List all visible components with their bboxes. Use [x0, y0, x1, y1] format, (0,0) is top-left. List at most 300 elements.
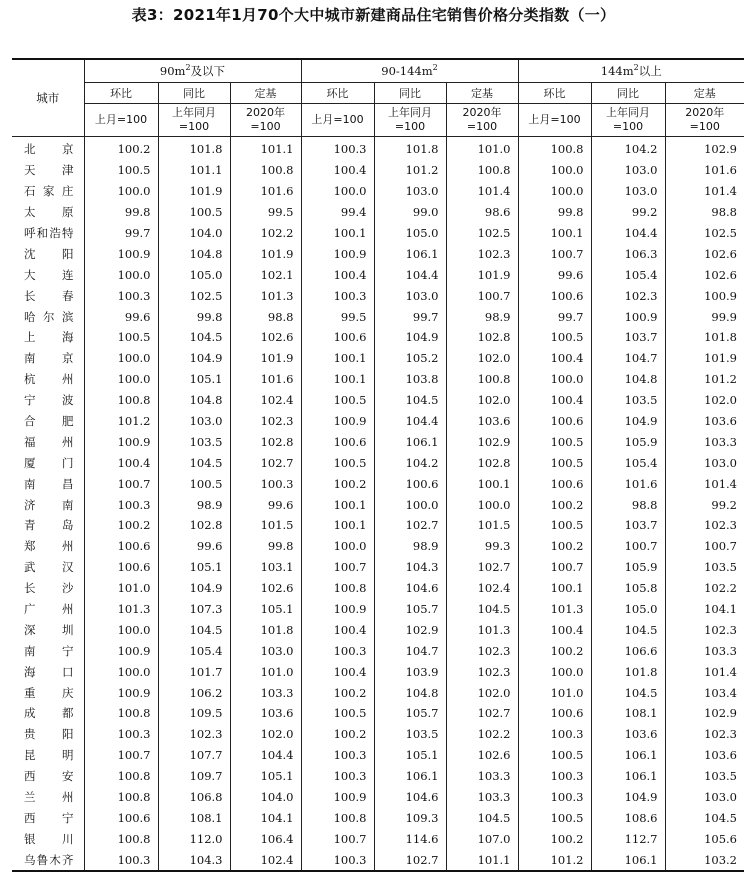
- index-value: 100.8: [446, 160, 518, 181]
- index-value: 99.7: [374, 306, 446, 327]
- index-value: 106.1: [591, 745, 665, 766]
- index-value: 99.2: [665, 494, 744, 515]
- index-value: 100.5: [518, 745, 591, 766]
- index-value: 100.6: [84, 808, 158, 829]
- index-value: 101.6: [230, 181, 301, 202]
- index-value: 112.7: [591, 828, 665, 849]
- base-header-fixed-base: 2020年 =100: [230, 104, 301, 137]
- index-value: 101.8: [158, 137, 230, 160]
- index-value: 101.2: [518, 849, 591, 871]
- index-value: 104.6: [374, 787, 446, 808]
- index-value: 101.0: [230, 661, 301, 682]
- table-header: [12, 59, 744, 137]
- table-row: [12, 137, 744, 160]
- index-value: 101.8: [230, 619, 301, 640]
- index-value: 103.3: [665, 640, 744, 661]
- index-value: 100.9: [301, 411, 374, 432]
- index-value: 102.5: [665, 223, 744, 244]
- city-name: 太原: [24, 205, 74, 220]
- city-name: 昆明: [24, 748, 74, 763]
- index-value: 103.3: [446, 766, 518, 787]
- index-value: 99.6: [518, 264, 591, 285]
- table-row: [12, 431, 744, 452]
- index-value: 100.3: [84, 849, 158, 871]
- index-value: 100.0: [84, 661, 158, 682]
- index-value: 102.0: [230, 724, 301, 745]
- index-value: 100.3: [518, 766, 591, 787]
- index-value: 104.7: [374, 640, 446, 661]
- index-value: 105.0: [158, 264, 230, 285]
- index-value: 102.6: [230, 578, 301, 599]
- table-title: 表3：2021年1月70个大中城市新建商品住宅销售价格分类指数（一）: [131, 6, 616, 24]
- index-value: 102.3: [158, 724, 230, 745]
- index-value: 100.6: [84, 536, 158, 557]
- index-value: 100.5: [158, 473, 230, 494]
- city-name: 天津: [24, 163, 74, 178]
- index-value: 99.8: [84, 202, 158, 223]
- index-value: 100.2: [84, 515, 158, 536]
- index-value: 100.0: [518, 181, 591, 202]
- city-name: 南宁: [24, 643, 74, 658]
- index-value: 102.3: [665, 619, 744, 640]
- index-value: 104.9: [158, 348, 230, 369]
- index-value: 106.2: [158, 682, 230, 703]
- index-value: 100.0: [518, 160, 591, 181]
- index-value: 100.8: [446, 369, 518, 390]
- index-value: 107.7: [158, 745, 230, 766]
- index-value: 103.6: [591, 724, 665, 745]
- index-value: 104.5: [591, 619, 665, 640]
- city-name: 成都: [24, 706, 74, 721]
- index-value: 102.3: [665, 515, 744, 536]
- index-value: 102.6: [665, 243, 744, 264]
- index-value: 101.9: [446, 264, 518, 285]
- index-value: 104.0: [158, 223, 230, 244]
- table-row: [12, 202, 744, 223]
- index-value: 100.7: [446, 285, 518, 306]
- index-value: 101.6: [591, 473, 665, 494]
- table-row: [12, 640, 744, 661]
- index-value: 101.0: [84, 578, 158, 599]
- index-value: 108.1: [158, 808, 230, 829]
- index-value: 100.6: [301, 431, 374, 452]
- index-value: 100.2: [84, 137, 158, 160]
- index-value: 101.3: [518, 599, 591, 620]
- index-value: 107.3: [158, 599, 230, 620]
- index-value: 102.5: [446, 223, 518, 244]
- table-row: [12, 557, 744, 578]
- index-value: 100.9: [84, 640, 158, 661]
- index-value: 99.8: [158, 306, 230, 327]
- index-value: 100.5: [518, 452, 591, 473]
- index-value: 98.9: [374, 536, 446, 557]
- group-header-90-below: $90m^2$及以下: [84, 59, 301, 83]
- city-name: 青岛: [24, 518, 74, 533]
- index-value: 105.6: [665, 828, 744, 849]
- table-row: [12, 599, 744, 620]
- city-name: 西宁: [24, 810, 74, 825]
- index-value: 104.9: [158, 578, 230, 599]
- index-value: 100.4: [301, 264, 374, 285]
- index-value: 100.3: [518, 787, 591, 808]
- table-row: [12, 264, 744, 285]
- index-value: 99.6: [84, 306, 158, 327]
- index-value: 100.1: [301, 369, 374, 390]
- index-value: 102.3: [665, 724, 744, 745]
- index-value: 100.4: [84, 452, 158, 473]
- table-row: [12, 849, 744, 871]
- subheader-yoy: 同比: [374, 83, 446, 104]
- index-value: 102.8: [446, 327, 518, 348]
- index-value: 106.8: [158, 787, 230, 808]
- index-value: 100.2: [301, 473, 374, 494]
- table-row: [12, 494, 744, 515]
- index-value: 101.9: [230, 348, 301, 369]
- index-value: 100.5: [84, 160, 158, 181]
- index-value: 100.3: [84, 724, 158, 745]
- base-header-mom: 上月=100: [518, 104, 591, 137]
- index-value: 101.3: [84, 599, 158, 620]
- city-name: 沈阳: [24, 246, 74, 261]
- index-value: 103.5: [374, 724, 446, 745]
- index-value: 98.8: [230, 306, 301, 327]
- city-name: 郑州: [24, 539, 74, 554]
- index-value: 103.4: [665, 682, 744, 703]
- index-value: 99.5: [301, 306, 374, 327]
- index-value: 105.7: [374, 599, 446, 620]
- index-value: 106.1: [374, 431, 446, 452]
- index-value: 105.4: [591, 264, 665, 285]
- index-value: 100.7: [301, 828, 374, 849]
- index-value: 114.6: [374, 828, 446, 849]
- index-value: 100.3: [301, 849, 374, 871]
- table-row: [12, 724, 744, 745]
- index-value: 105.1: [158, 557, 230, 578]
- index-value: 103.3: [665, 431, 744, 452]
- table-row: [12, 243, 744, 264]
- index-value: 102.7: [230, 452, 301, 473]
- index-value: 100.0: [374, 494, 446, 515]
- index-value: 104.5: [158, 327, 230, 348]
- index-value: 103.3: [446, 787, 518, 808]
- base-header-yoy: 上年同月 =100: [591, 104, 665, 137]
- table-row: [12, 578, 744, 599]
- index-value: 98.8: [591, 494, 665, 515]
- index-value: 112.0: [158, 828, 230, 849]
- index-value: 101.2: [84, 411, 158, 432]
- index-value: 101.6: [665, 160, 744, 181]
- index-value: 100.7: [84, 473, 158, 494]
- index-value: 102.7: [446, 703, 518, 724]
- index-value: 105.1: [374, 745, 446, 766]
- city-name: 厦门: [24, 455, 74, 470]
- index-value: 100.5: [84, 327, 158, 348]
- index-value: 104.9: [591, 787, 665, 808]
- index-value: 100.5: [301, 390, 374, 411]
- index-value: 100.0: [84, 264, 158, 285]
- index-value: 100.5: [301, 703, 374, 724]
- group-header-144-above: $144m^2$以上: [518, 59, 744, 83]
- index-value: 100.0: [518, 661, 591, 682]
- index-value: 103.0: [591, 181, 665, 202]
- index-value: 102.9: [374, 619, 446, 640]
- index-value: 101.8: [591, 661, 665, 682]
- city-name: 北京: [24, 142, 74, 157]
- index-value: 104.4: [591, 223, 665, 244]
- index-value: 103.0: [591, 160, 665, 181]
- table-row: [12, 682, 744, 703]
- index-value: 100.9: [301, 599, 374, 620]
- index-value: 108.1: [591, 703, 665, 724]
- index-value: 100.4: [518, 390, 591, 411]
- index-value: 104.5: [446, 808, 518, 829]
- index-value: 104.9: [591, 411, 665, 432]
- index-value: 106.1: [374, 243, 446, 264]
- index-value: 98.9: [446, 306, 518, 327]
- index-value: 100.7: [518, 557, 591, 578]
- index-value: 100.5: [158, 202, 230, 223]
- city-name: 长春: [24, 288, 74, 303]
- index-value: 102.2: [665, 578, 744, 599]
- index-value: 100.0: [446, 494, 518, 515]
- index-value: 100.9: [665, 285, 744, 306]
- index-value: 105.1: [230, 599, 301, 620]
- index-value: 104.4: [374, 264, 446, 285]
- base-header-yoy: 上年同月 =100: [374, 104, 446, 137]
- city-name: 杭州: [24, 372, 74, 387]
- index-value: 102.1: [230, 264, 301, 285]
- index-value: 109.5: [158, 703, 230, 724]
- index-value: 100.1: [518, 578, 591, 599]
- index-value: 101.2: [374, 160, 446, 181]
- index-value: 100.6: [518, 411, 591, 432]
- index-value: 102.6: [446, 745, 518, 766]
- index-value: 101.4: [665, 661, 744, 682]
- index-value: 101.1: [446, 849, 518, 871]
- index-value: 104.8: [374, 682, 446, 703]
- index-value: 102.3: [230, 411, 301, 432]
- index-value: 100.7: [591, 536, 665, 557]
- index-value: 104.0: [230, 787, 301, 808]
- index-value: 100.8: [84, 787, 158, 808]
- index-value: 100.6: [518, 473, 591, 494]
- index-value: 103.5: [665, 766, 744, 787]
- index-value: 100.3: [84, 285, 158, 306]
- index-value: 106.6: [591, 640, 665, 661]
- index-value: 100.0: [84, 369, 158, 390]
- index-value: 100.2: [518, 640, 591, 661]
- index-value: 99.4: [301, 202, 374, 223]
- index-value: 102.0: [446, 682, 518, 703]
- city-name: 贵阳: [24, 727, 74, 742]
- index-value: 100.3: [301, 745, 374, 766]
- index-value: 103.6: [230, 703, 301, 724]
- table-row: [12, 285, 744, 306]
- index-value: 106.1: [591, 849, 665, 871]
- index-value: 107.0: [446, 828, 518, 849]
- base-header-yoy: 上年同月 =100: [158, 104, 230, 137]
- index-value: 104.5: [446, 599, 518, 620]
- index-value: 100.0: [84, 181, 158, 202]
- index-value: 103.0: [374, 181, 446, 202]
- index-value: 100.8: [84, 766, 158, 787]
- index-value: 99.8: [230, 536, 301, 557]
- index-value: 100.8: [518, 137, 591, 160]
- index-value: 100.3: [84, 494, 158, 515]
- city-column-header: 城市: [12, 59, 84, 137]
- index-value: 99.0: [374, 202, 446, 223]
- base-header-mom: 上月=100: [84, 104, 158, 137]
- subheader-fixed-base: 定基: [230, 83, 301, 104]
- index-value: 100.8: [230, 160, 301, 181]
- index-value: 102.4: [446, 578, 518, 599]
- index-value: 100.6: [84, 557, 158, 578]
- index-value: 100.6: [374, 473, 446, 494]
- index-value: 100.0: [518, 369, 591, 390]
- index-value: 100.1: [518, 223, 591, 244]
- city-name: 海口: [24, 664, 74, 679]
- index-value: 100.8: [84, 703, 158, 724]
- index-value: 105.4: [591, 452, 665, 473]
- index-value: 104.5: [158, 619, 230, 640]
- table-row: [12, 306, 744, 327]
- index-value: 101.6: [230, 369, 301, 390]
- index-value: 100.9: [301, 243, 374, 264]
- index-value: 101.5: [230, 515, 301, 536]
- city-name: 石家庄: [24, 184, 74, 199]
- index-value: 101.4: [665, 181, 744, 202]
- table-row: [12, 661, 744, 682]
- base-header-fixed-base: 2020年 =100: [446, 104, 518, 137]
- index-value: 103.5: [158, 431, 230, 452]
- index-value: 104.1: [230, 808, 301, 829]
- index-value: 101.2: [665, 369, 744, 390]
- index-value: 100.0: [84, 348, 158, 369]
- table-row: [12, 390, 744, 411]
- index-value: 100.7: [665, 536, 744, 557]
- index-value: 100.5: [518, 515, 591, 536]
- subheader-yoy: 同比: [591, 83, 665, 104]
- index-value: 100.9: [84, 682, 158, 703]
- base-header-mom: 上月=100: [301, 104, 374, 137]
- subheader-mom: 环比: [518, 83, 591, 104]
- table-row: [12, 369, 744, 390]
- index-value: 102.9: [665, 703, 744, 724]
- index-value: 103.0: [665, 452, 744, 473]
- index-value: 100.8: [301, 808, 374, 829]
- index-value: 102.0: [446, 390, 518, 411]
- index-value: 103.7: [591, 327, 665, 348]
- table-row: [12, 828, 744, 849]
- index-value: 100.9: [301, 787, 374, 808]
- index-value: 106.4: [230, 828, 301, 849]
- index-value: 100.3: [301, 285, 374, 306]
- index-value: 104.2: [591, 137, 665, 160]
- index-value: 100.7: [518, 243, 591, 264]
- index-value: 103.6: [665, 745, 744, 766]
- index-value: 99.6: [158, 536, 230, 557]
- city-name: 重庆: [24, 685, 74, 700]
- index-value: 102.3: [591, 285, 665, 306]
- index-value: 100.3: [301, 137, 374, 160]
- index-value: 104.3: [374, 557, 446, 578]
- subheader-mom: 环比: [84, 83, 158, 104]
- table-row: [12, 536, 744, 557]
- index-value: 100.5: [301, 452, 374, 473]
- index-value: 100.1: [301, 348, 374, 369]
- index-value: 100.1: [301, 494, 374, 515]
- city-name: 大连: [24, 267, 74, 282]
- index-value: 100.3: [230, 473, 301, 494]
- index-value: 103.0: [158, 411, 230, 432]
- index-value: 99.6: [230, 494, 301, 515]
- index-value: 100.5: [518, 327, 591, 348]
- index-value: 99.8: [518, 202, 591, 223]
- city-name: 哈尔滨: [24, 309, 74, 324]
- index-value: 102.6: [230, 327, 301, 348]
- table-row: [12, 619, 744, 640]
- index-value: 101.5: [446, 515, 518, 536]
- index-value: 103.5: [665, 557, 744, 578]
- city-name: 合肥: [24, 414, 74, 429]
- table-row: [12, 745, 744, 766]
- index-value: 100.2: [301, 682, 374, 703]
- index-value: 104.4: [230, 745, 301, 766]
- index-value: 104.4: [374, 411, 446, 432]
- index-value: 100.4: [518, 619, 591, 640]
- index-value: 105.2: [374, 348, 446, 369]
- index-value: 105.1: [158, 369, 230, 390]
- index-value: 101.4: [665, 473, 744, 494]
- index-value: 103.0: [374, 285, 446, 306]
- city-name: 银川: [24, 831, 74, 846]
- index-value: 102.4: [230, 849, 301, 871]
- city-name: 上海: [24, 330, 74, 345]
- index-value: 99.5: [230, 202, 301, 223]
- index-value: 103.9: [374, 661, 446, 682]
- city-name: 长沙: [24, 581, 74, 596]
- city-name: 乌鲁木齐: [24, 852, 74, 867]
- index-value: 102.6: [665, 264, 744, 285]
- index-value: 100.7: [84, 745, 158, 766]
- index-value: 101.0: [518, 682, 591, 703]
- index-value: 100.8: [301, 578, 374, 599]
- index-value: 102.2: [230, 223, 301, 244]
- city-name: 宁波: [24, 393, 74, 408]
- index-value: 103.5: [591, 390, 665, 411]
- index-value: 100.3: [518, 724, 591, 745]
- index-value: 102.7: [446, 557, 518, 578]
- index-value: 98.8: [665, 202, 744, 223]
- index-value: 104.7: [591, 348, 665, 369]
- index-value: 100.6: [518, 285, 591, 306]
- city-name: 西安: [24, 769, 74, 784]
- index-value: 101.1: [230, 137, 301, 160]
- index-value: 101.1: [158, 160, 230, 181]
- index-value: 100.0: [84, 619, 158, 640]
- city-name: 南京: [24, 351, 74, 366]
- index-value: 103.3: [230, 682, 301, 703]
- index-value: 100.7: [301, 557, 374, 578]
- city-name: 深圳: [24, 622, 74, 637]
- index-value: 105.8: [591, 578, 665, 599]
- table-row: [12, 452, 744, 473]
- index-value: 100.1: [301, 223, 374, 244]
- index-value: 103.0: [665, 787, 744, 808]
- index-value: 102.0: [446, 348, 518, 369]
- index-value: 99.7: [518, 306, 591, 327]
- index-value: 102.4: [230, 390, 301, 411]
